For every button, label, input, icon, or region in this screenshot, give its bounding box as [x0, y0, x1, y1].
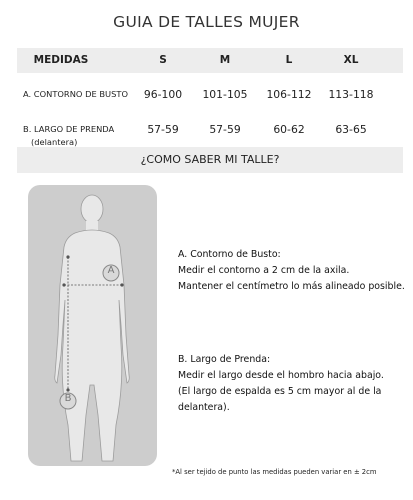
- row-label-largo: B. LARGO DE PRENDA: [23, 124, 115, 134]
- section-b-title: B. Largo de Prenda:: [178, 354, 271, 365]
- header-size-m: M: [219, 54, 231, 66]
- marker-a-letter: A: [107, 265, 115, 276]
- header-size-s: S: [159, 54, 167, 66]
- section-b-line-1: Medir el largo desde el hombro hacia abajo.: [178, 370, 384, 381]
- header-size-l: L: [285, 54, 293, 66]
- cell-largo-l: 60-62: [273, 123, 305, 136]
- page-title: GUIA DE TALLES MUJER: [113, 13, 300, 31]
- cell-busto-l: 106-112: [266, 88, 312, 101]
- section-a-title: A. Contorno de Busto:: [178, 249, 281, 260]
- body-silhouette-icon: [28, 185, 157, 466]
- footnote: *Al ser tejido de punto las medidas pueden variar en ± 2cm: [172, 468, 377, 476]
- header-medidas: MEDIDAS: [33, 54, 89, 66]
- cell-largo-s: 57-59: [147, 123, 179, 136]
- cell-largo-xl: 63-65: [335, 123, 367, 136]
- section-b-line-2: (El largo de espalda es 5 cm mayor al de la: [178, 386, 382, 397]
- header-size-xl: XL: [343, 54, 359, 66]
- cell-busto-m: 101-105: [202, 88, 248, 101]
- body-figure-panel: [28, 185, 157, 466]
- cell-busto-s: 96-100: [143, 88, 183, 101]
- section-a-line-1: Medir el contorno a 2 cm de la axila.: [178, 265, 350, 276]
- cell-largo-m: 57-59: [209, 123, 241, 136]
- cell-busto-xl: 113-118: [328, 88, 374, 101]
- marker-b-letter: B: [64, 393, 72, 404]
- howto-heading: ¿COMO SABER MI TALLE?: [140, 153, 280, 166]
- section-b-line-3: delantera).: [178, 402, 230, 413]
- row-sublabel-largo: (delantera): [31, 137, 78, 147]
- row-label-busto: A. CONTORNO DE BUSTO: [23, 89, 128, 99]
- section-a-line-2: Mantener el centímetro lo más alineado posible.: [178, 281, 405, 292]
